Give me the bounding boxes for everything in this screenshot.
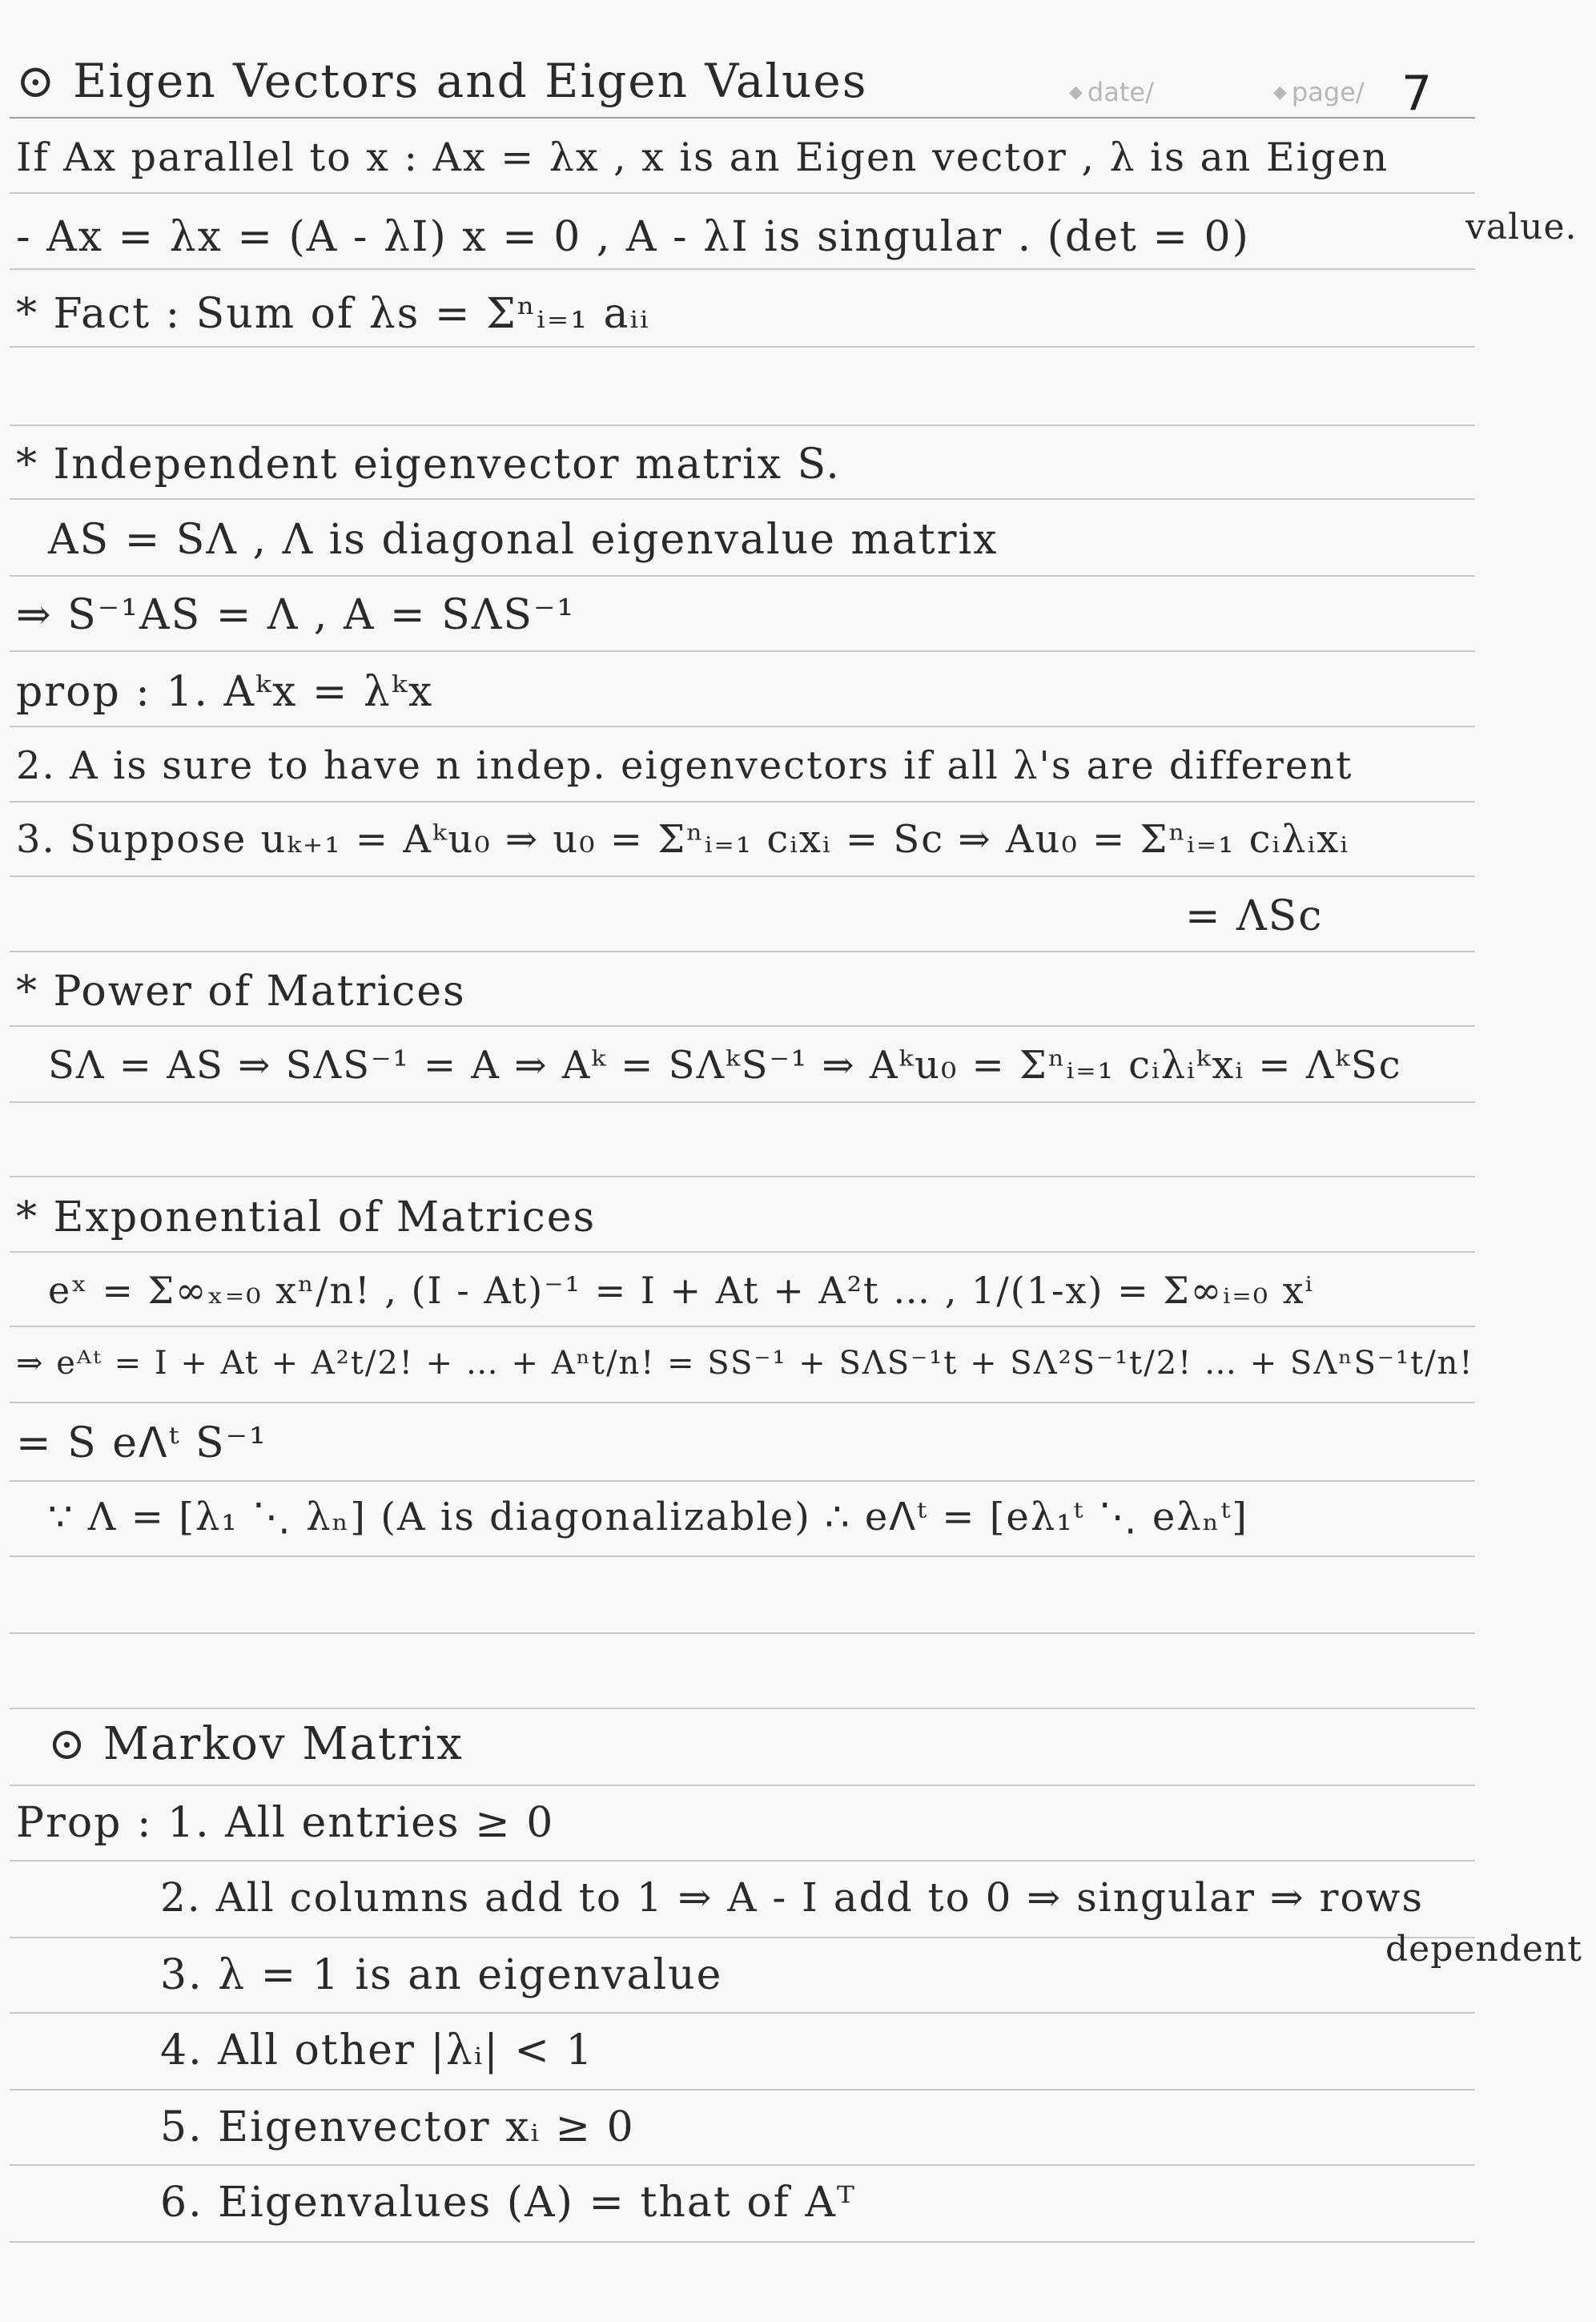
header-rule [10,117,1475,119]
note-line: 2. A is sure to have n indep. eigenvectors if all λ's are different [16,743,1353,788]
rule-line [10,498,1475,500]
diamond-icon: ◆ [1069,82,1083,103]
page-label: ◆ page/ [1273,77,1365,107]
subsection-title: * Independent eigenvector matrix S. [16,441,841,489]
rule-line [10,2089,1475,2091]
note-line: prop : 1. Aᵏx = λᵏx [16,668,434,716]
note-line: * Fact : Sum of λs = Σⁿᵢ₌₁ aᵢᵢ [16,290,650,338]
subsection-title: * Exponential of Matrices [16,1193,597,1241]
note-line: eˣ = Σ∞ₓ₌₀ xⁿ/n! , (I - At)⁻¹ = I + At + A²t … , 1/(1-x) = Σ∞ᵢ₌₀ xⁱ [48,1269,1314,1312]
page-number: 7 [1401,66,1433,122]
diamond-icon: ◆ [1273,82,1287,103]
rule-line [10,1860,1475,1861]
note-line-continuation: dependent [1385,1929,1582,1970]
rule-line [10,425,1475,426]
rule-line [10,1402,1475,1403]
rule-line [10,1555,1475,1557]
rule-line [10,801,1475,803]
rule-line [10,650,1475,652]
rule-line [10,726,1475,727]
rule-line [10,1176,1475,1177]
rule-line [10,1251,1475,1253]
note-line: 6. Eigenvalues (A) = that of Aᵀ [160,2179,856,2227]
note-line: - Ax = λx = (A - λI) x = 0 , A - λI is singular . (det = 0) [16,213,1250,261]
rule-line [10,1101,1475,1103]
rule-line [10,1632,1475,1634]
note-line: = S eᐱᵗ S⁻¹ [16,1419,267,1467]
note-line: 3. Suppose uₖ₊₁ = Aᵏu₀ ⇒ u₀ = Σⁿᵢ₌₁ cᵢxᵢ = Sc ⇒ Au₀ = Σⁿᵢ₌₁ cᵢλᵢxᵢ [16,817,1349,862]
section-title-markov: ⊙ Markov Matrix [48,1718,464,1770]
note-line: Prop : 1. All entries ≥ 0 [16,1799,555,1847]
rule-line [10,575,1475,577]
note-line: 2. All columns add to 1 ⇒ A - I add to 0 ⇒ singular ⇒ rows [160,1874,1424,1921]
section-title-eigen: ⊙ Eigen Vectors and Eigen Values [16,54,868,108]
subsection-title: * Power of Matrices [16,968,466,1016]
rule-line [10,2012,1475,2014]
rule-line [10,1785,1475,1786]
note-line: = ΛSc [1185,892,1324,940]
note-line: ⇒ eᴬᵗ = I + At + A²t/2! + … + Aⁿt/n! = SS⁻¹ + SΛS⁻¹t + SΛ²S⁻¹t/2! … + SΛⁿS⁻¹t/n! [16,1345,1474,1382]
rule-line [10,2241,1475,2243]
note-line: AS = SΛ , Λ is diagonal eigenvalue matrix [48,516,999,564]
note-line: ⇒ S⁻¹AS = Λ , A = SΛS⁻¹ [16,591,576,639]
note-line: 4. All other |λᵢ| < 1 [160,2026,594,2075]
rule-line [10,346,1475,348]
rule-line [10,1326,1475,1327]
rule-line [10,1480,1475,1482]
date-label: ◆ date/ [1069,77,1154,107]
note-line: ∵ Λ = [λ₁ ⋱ λₙ] (A is diagonalizable) ∴ eᐱᵗ = [eλ₁ᵗ ⋱ eλₙᵗ] [48,1495,1249,1539]
note-line-continuation: value. [1465,207,1578,247]
rule-line [10,192,1475,194]
rule-line [10,875,1475,877]
note-line: If Ax parallel to x : Ax = λx , x is an Eigen vector , λ is an Eigen [16,135,1389,180]
rule-line [10,1937,1475,1938]
rule-line [10,2164,1475,2166]
rule-line [10,268,1475,270]
rule-line [10,1708,1475,1709]
note-line: SΛ = AS ⇒ SΛS⁻¹ = A ⇒ Aᵏ = SΛᵏS⁻¹ ⇒ Aᵏu₀ = Σⁿᵢ₌₁ cᵢλᵢᵏxᵢ = ΛᵏSc [48,1043,1402,1088]
note-line: 5. Eigenvector xᵢ ≥ 0 [160,2103,635,2151]
rule-line [10,951,1475,952]
rule-line [10,1025,1475,1027]
note-line: 3. λ = 1 is an eigenvalue [160,1951,723,1999]
